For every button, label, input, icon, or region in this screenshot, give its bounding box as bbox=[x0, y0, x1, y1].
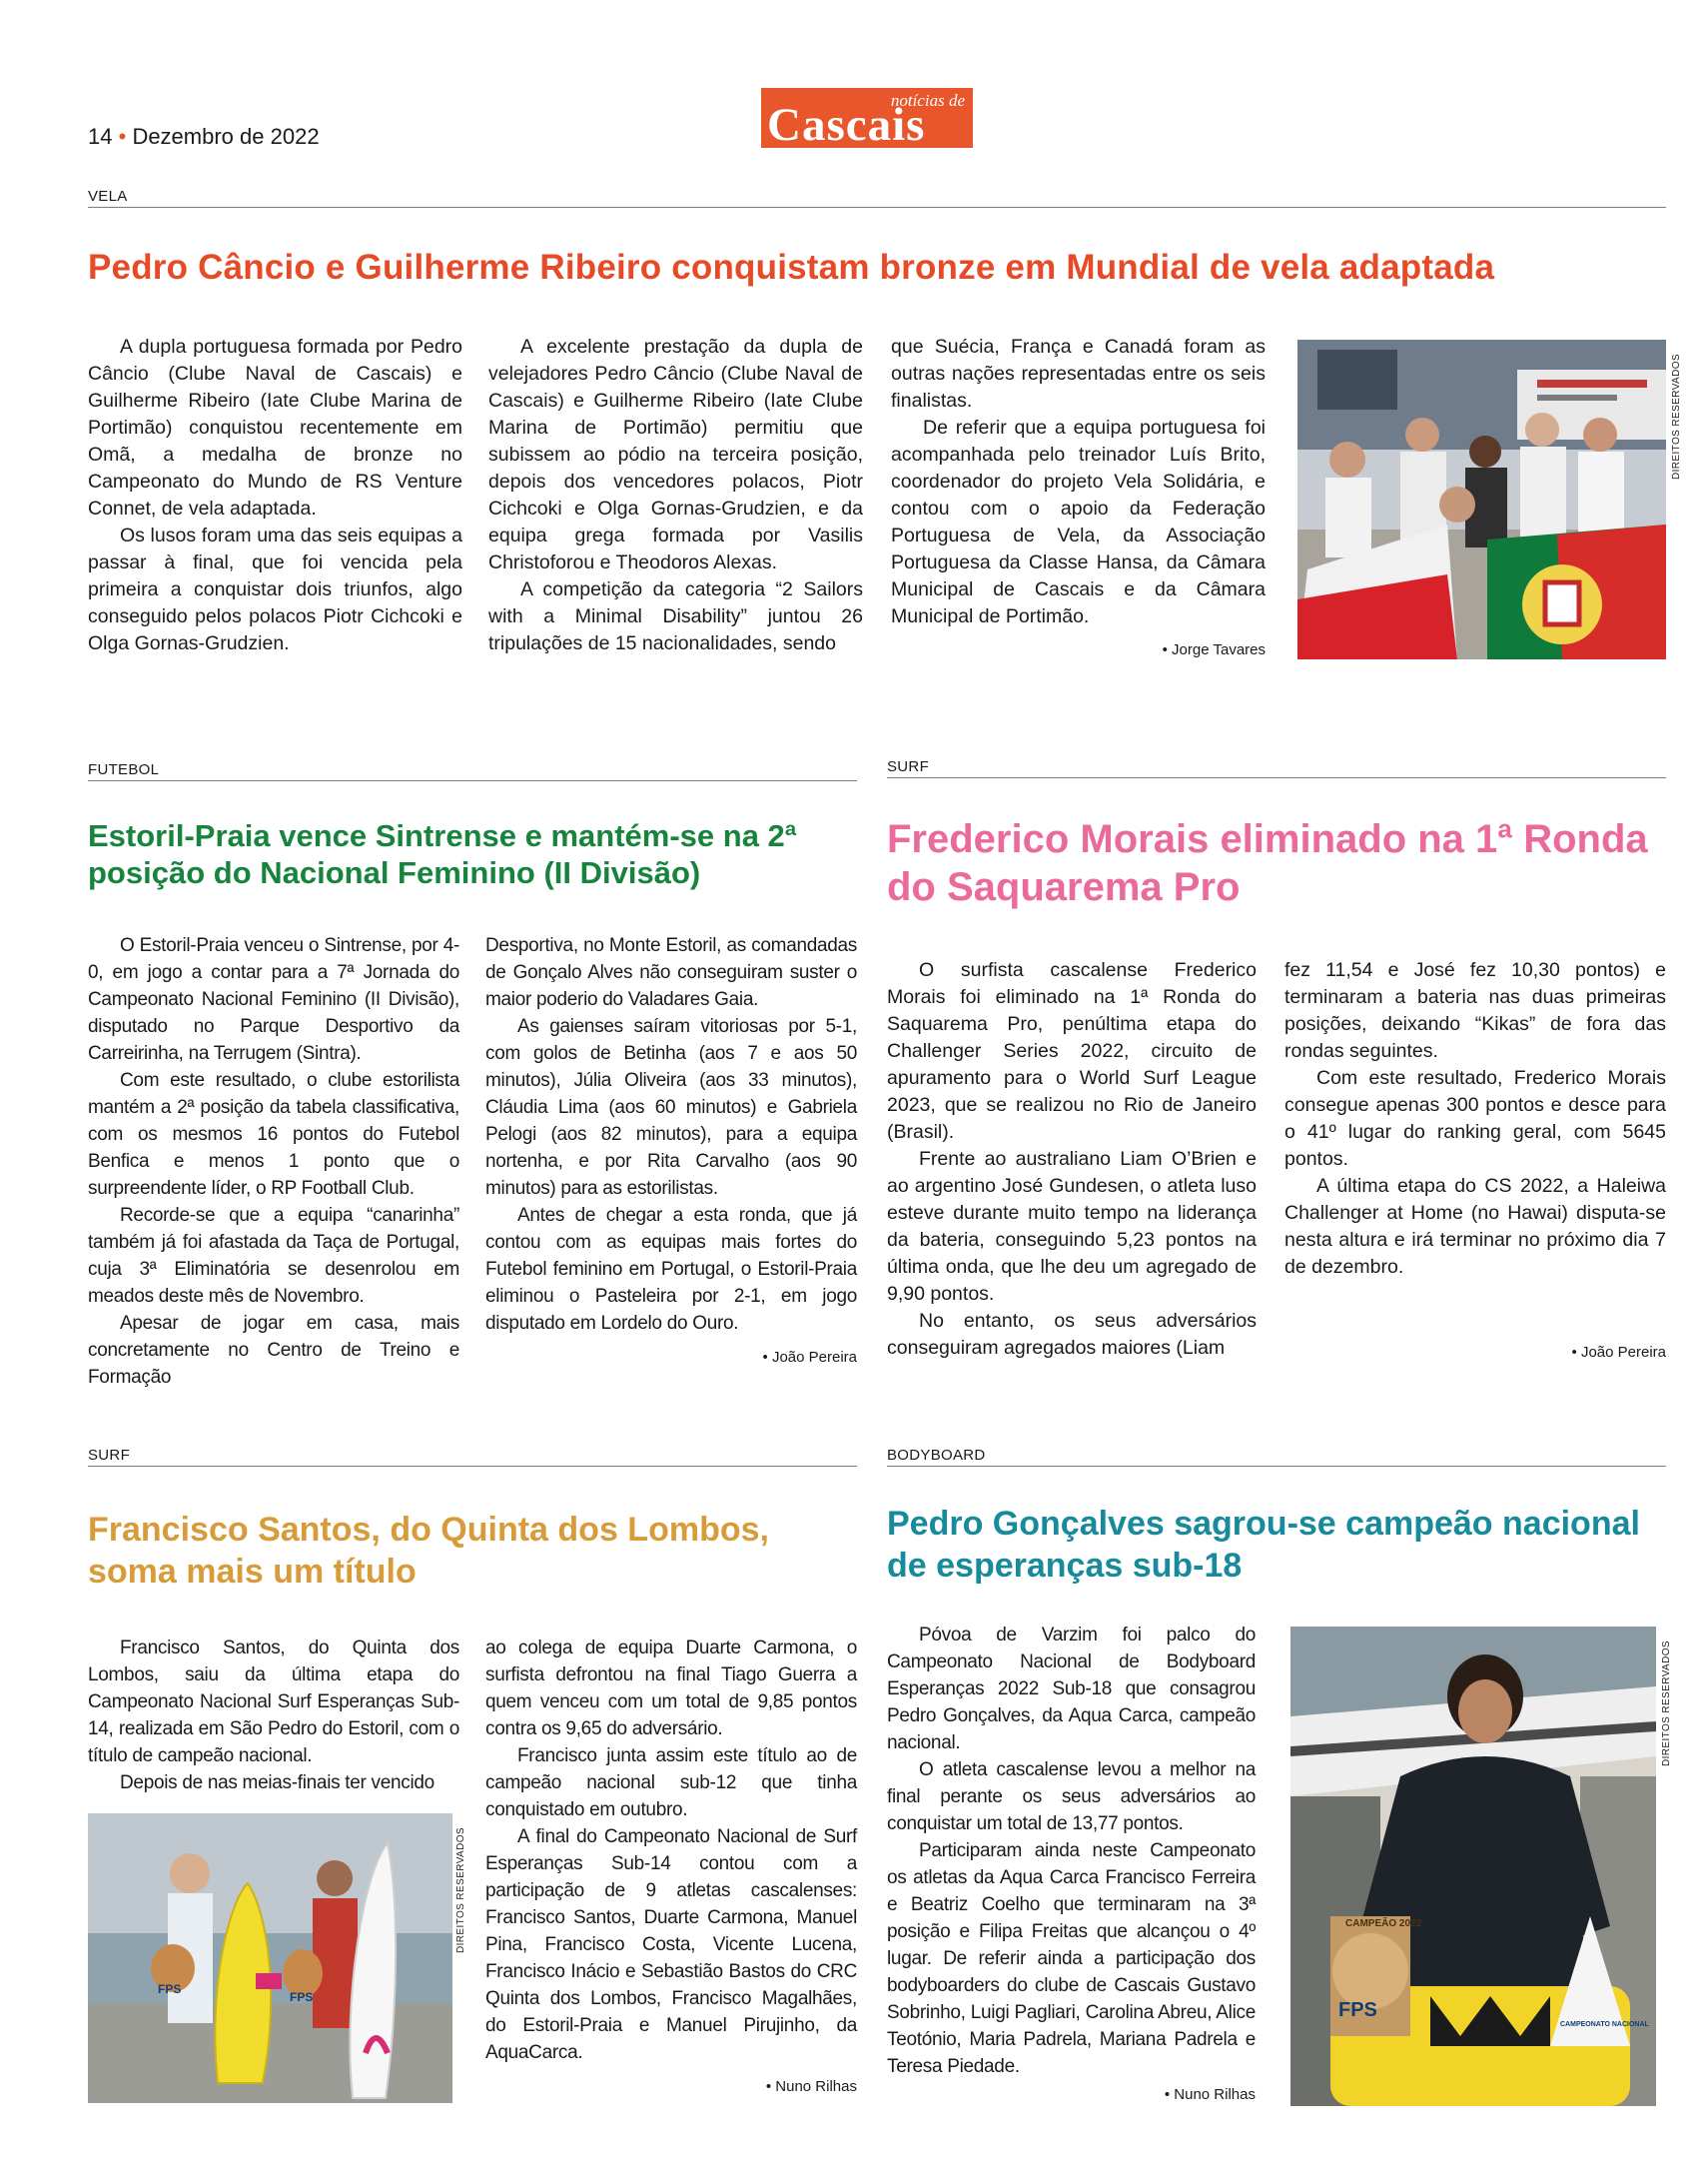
trophy-label: FPS bbox=[158, 1982, 182, 1996]
paragraph: A última etapa do CS 2022, a Haleiwa Challenger at Home (no Hawai) disputa-se nesta altura e irá terminar no próximo dia 7 de dezembro. bbox=[1284, 1175, 1666, 1278]
paragraph: Depois de nas meias-finais ter vencido bbox=[120, 1772, 434, 1793]
paragraph: As gaienses saíram vitoriosas por 5-1, com golos de Betinha (aos 7 e aos 50 minutos), Júlia Oliveira (aos 33 minutos), Cláudia Lima (aos 60 minutos) e Gabriela Pelogi (aos 82 minutos), para a equipa nortenha, e por Rita Carvalho (aos 90 minutos) para as estorilistas. bbox=[485, 1016, 857, 1199]
bodyboard-column-1 bbox=[887, 1622, 1256, 2080]
trophy-text: CAMPEONATO NACIONAL bbox=[1560, 2021, 1649, 2028]
byline-vela: • Jorge Tavares bbox=[1162, 641, 1266, 658]
logo-subtitle: notícias de bbox=[890, 91, 965, 110]
futebol-column-2 bbox=[485, 932, 857, 1337]
vela-column-2 bbox=[488, 334, 863, 657]
paragraph: Desportiva, no Monte Estoril, as comandadas de Gonçalo Alves não conseguiram suster o maior poderio do Valadares Gaia. bbox=[485, 935, 857, 1010]
paragraph: que Suécia, França e Canadá foram as outras nações representadas entre os seis finalistas. bbox=[891, 336, 1266, 412]
section-rule bbox=[887, 1466, 1666, 1467]
surf-santos-column-1 bbox=[88, 1635, 459, 1796]
paragraph: De referir que a equipa portuguesa foi acompanhada pelo treinador Luís Brito, coordenador do projeto Vela Solidária, e contou com o apoio da Federação Portuguesa de Vela, da Associação Portuguesa da Classe Hansa, da Câmara Municipal de Cascais e da Câmara Municipal de Portimão. bbox=[891, 417, 1266, 627]
photo-surf-santos bbox=[88, 1813, 452, 2103]
trophy-text: CAMPEÃO 2022 bbox=[1345, 1918, 1422, 1929]
paragraph: Francisco junta assim este título ao de campeão nacional sub-12 que tinha conquistado em outubro. bbox=[485, 1745, 857, 1820]
page-folio bbox=[88, 124, 320, 150]
photo-bodyboard-champion bbox=[1290, 1627, 1656, 2106]
section-label-futebol: FUTEBOL bbox=[88, 761, 160, 778]
paragraph: O Estoril-Praia venceu o Sintrense, por 4-0, em jogo a contar para a 7ª Jornada do Campeonato Nacional Feminino (II Divisão), disputado no Parque Desportivo da Carreirinha, na Terrugem (Sintra). bbox=[88, 935, 459, 1064]
section-rule bbox=[88, 1466, 857, 1467]
paragraph: No entanto, os seus adversários conseguiram agregados maiores (Liam bbox=[887, 1310, 1257, 1359]
futebol-column-1 bbox=[88, 932, 459, 1391]
headline-futebol: Estoril-Praia vence Sintrense e mantém-se na 2ª posição do Nacional Feminino (II Divisão) bbox=[88, 818, 797, 890]
paragraph: A dupla portuguesa formada por Pedro Câncio (Clube Naval de Cascais) e Guilherme Ribeiro (Iate Clube Marina de Portimão) conquistou recentemente em Omã, a medalha de bronze no Campeonato do Mundo de RS Venture Connet, de vela adaptada. bbox=[88, 336, 462, 520]
surfers-photo-illustration bbox=[88, 1813, 452, 2103]
paragraph: A excelente prestação da dupla de velejadores Pedro Câncio (Clube Naval de Cascais) e Guilherme Ribeiro (Iate Clube Marina de Portimão) permitiu que subissem ao pódio na terceira posição, depois dos vencedores polacos, Piotr Cichcoki e Olga Gornas-Grudzien, e da equipa grega formada por Vasilis Christoforou e Theodoros Alexas. bbox=[488, 336, 863, 573]
photo-credit: DIREITOS RESERVADOS bbox=[455, 1827, 466, 1953]
section-rule bbox=[88, 780, 857, 781]
paragraph: Apesar de jogar em casa, mais concretamente no Centro de Treino e Formação bbox=[88, 1313, 459, 1388]
trophy-logo-text: FPS bbox=[1338, 1999, 1377, 2021]
surf-morais-column-2 bbox=[1284, 957, 1666, 1281]
byline-bodyboard: • Nuno Rilhas bbox=[1164, 2086, 1256, 2103]
issue-date: Dezembro de 2022 bbox=[132, 124, 320, 149]
paragraph: Francisco Santos, do Quinta dos Lombos, saiu da última etapa do Campeonato Nacional Surf Esperanças Sub-14, realizada em São Pedro do Estoril, com o título de campeão nacional. bbox=[88, 1638, 459, 1766]
podium-photo-illustration bbox=[1297, 340, 1666, 659]
section-label-vela: VELA bbox=[88, 188, 128, 205]
paragraph: Frente ao australiano Liam O’Brien e ao argentino José Gundesen, o atleta luso esteve durante muito tempo na liderança da bateria, conseguindo 5,23 pontos na última onda, que lhe deu um agregado de 9,90 pontos. bbox=[887, 1148, 1257, 1305]
masthead-logo bbox=[761, 88, 973, 151]
paragraph: A final do Campeonato Nacional de Surf Esperanças Sub-14 contou com a participação de 9 atletas cascalenses: Francisco Santos, Duarte Carmona, Manuel Pina, Francisco Costa, Vicente Lucena, Francisco Inácio e Sebastião Bastos do CRC Quinta dos Lombos, Francisco Magalhães, do Estoril-Praia e Manuel Pirujinho, da AquaCarca. bbox=[485, 1826, 857, 2063]
logo-title: Cascais bbox=[767, 99, 926, 151]
vela-column-1 bbox=[88, 334, 462, 657]
headline-vela: Pedro Câncio e Guilherme Ribeiro conquistam bronze em Mundial de vela adaptada bbox=[88, 248, 1495, 287]
photo-credit: DIREITOS RESERVADOS bbox=[1671, 354, 1682, 480]
folio-separator: • bbox=[118, 124, 127, 149]
headline-surf-santos: Francisco Santos, do Quinta dos Lombos, soma mais um título bbox=[88, 1511, 769, 1591]
paragraph: Os lusos foram uma das seis equipas a passar à final, que foi vencida pela primeira a conquistar dois triunfos, algo conseguido pelos polacos Piotr Cichcoki e Olga Gornas-Grudzien. bbox=[88, 525, 462, 654]
champion-photo-illustration bbox=[1290, 1627, 1656, 2106]
surf-santos-column-2 bbox=[485, 1635, 857, 2066]
photo-credit: DIREITOS RESERVADOS bbox=[1661, 1640, 1672, 1766]
section-rule bbox=[887, 777, 1666, 778]
section-label-bodyboard: BODYBOARD bbox=[887, 1447, 986, 1464]
byline-surf-morais: • João Pereira bbox=[1571, 1344, 1666, 1361]
page-number: 14 bbox=[88, 124, 113, 149]
paragraph: O surfista cascalense Frederico Morais foi eliminado na 1ª Ronda do Saquarema Pro, penúltima etapa do Challenger Series 2022, circuito de apuramento para o World Surf League 2023, que se realizou no Rio de Janeiro (Brasil). bbox=[887, 959, 1257, 1143]
paragraph: Com este resultado, Frederico Morais consegue apenas 300 pontos e desce para o 41º lugar do ranking geral, com 5645 pontos. bbox=[1284, 1067, 1666, 1170]
section-label-surf: SURF bbox=[887, 758, 930, 775]
trophy-label: FPS bbox=[290, 1990, 314, 2004]
paragraph: Antes de chegar a esta ronda, que já contou com as equipas mais fortes do Futebol feminino em Portugal, o Estoril-Praia eliminou o Pasteleira por 2-1, em jogo disputado em Lordelo do Ouro. bbox=[485, 1205, 857, 1334]
paragraph: fez 11,54 e José fez 10,30 pontos) e terminaram a bateria nas duas primeiras posições, deixando “Kikas” de fora das rondas seguintes. bbox=[1284, 959, 1666, 1062]
byline-surf-santos: • Nuno Rilhas bbox=[765, 2078, 857, 2095]
paragraph: A competição da categoria “2 Sailors with a Minimal Disability” juntou 26 tripulações de 15 nacionalidades, sendo bbox=[488, 578, 863, 654]
section-label-surf: SURF bbox=[88, 1447, 131, 1464]
surf-morais-column-1 bbox=[887, 957, 1257, 1362]
paragraph: Recorde-se que a equipa “canarinha” também já foi afastada da Taça de Portugal, cuja 3ª Eliminatória se desenrolou em meados deste mês de Novembro. bbox=[88, 1205, 459, 1307]
photo-vela-podium bbox=[1297, 340, 1666, 659]
paragraph: O atleta cascalense levou a melhor na final perante os seus adversários ao conquistar um total de 13,77 pontos. bbox=[887, 1759, 1256, 1834]
paragraph: Póvoa de Varzim foi palco do Campeonato Nacional de Bodyboard Esperanças 2022 Sub-18 que consagrou Pedro Gonçalves, da Aqua Carca, campeão nacional. bbox=[887, 1625, 1256, 1753]
headline-surf-morais: Frederico Morais eliminado na 1ª Ronda do Saquarema Pro bbox=[887, 817, 1648, 909]
byline-futebol: • João Pereira bbox=[762, 1349, 857, 1366]
paragraph: Com este resultado, o clube estorilista mantém a 2ª posição da tabela classificativa, com os mesmos 16 pontos do Futebol Benfica e menos 1 ponto que o surpreendente líder, o RP Football Club. bbox=[88, 1070, 459, 1199]
section-rule bbox=[88, 207, 1666, 208]
vela-column-3 bbox=[891, 334, 1266, 630]
paragraph: Participaram ainda neste Campeonato os atletas da Aqua Carca Francisco Ferreira e Beatriz Coelho que terminaram na 3ª posição e Filipa Freitas que alcançou o 4º lugar. De referir ainda a participação dos bodyboarders do clube de Cascais Gustavo Sobrinho, Luigi Pagliari, Carolina Abreu, Alice Teotónio, Maria Padrela, Mariana Padrela e Teresa Piedade. bbox=[887, 1840, 1256, 2077]
paragraph: ao colega de equipa Duarte Carmona, o surfista defrontou na final Tiago Guerra a quem venceu com um total de 9,85 pontos contra os 9,65 do adversário. bbox=[485, 1638, 857, 1739]
headline-bodyboard: Pedro Gonçalves sagrou-se campeão nacional de esperanças sub-18 bbox=[887, 1505, 1640, 1585]
